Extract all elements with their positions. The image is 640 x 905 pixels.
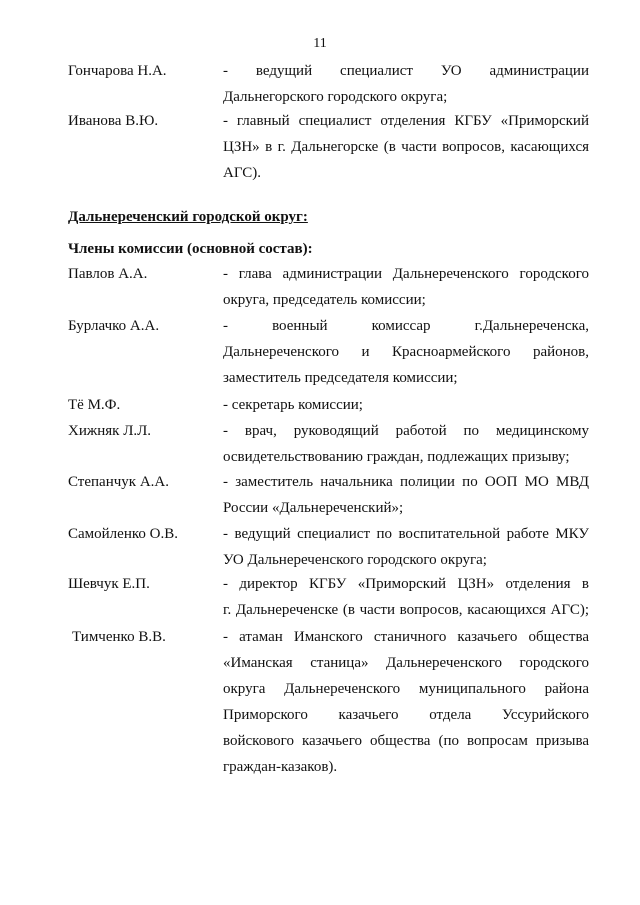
member-name: Шевчук Е.П.	[68, 576, 150, 592]
role-line: - секретарь комиссии;	[223, 397, 363, 413]
member-name: Бурлачко А.А.	[68, 318, 160, 334]
member-name: Степанчук А.А.	[68, 474, 169, 490]
member-name: Тё М.Ф.	[68, 397, 121, 413]
member-role	[223, 521, 589, 573]
district-heading: Дальнереченский городской округ:	[68, 209, 308, 225]
role-line: - врач, руководящий работой по медицинскому	[223, 423, 589, 439]
member-name: Павлов А.А.	[68, 266, 148, 282]
member-role	[223, 108, 589, 186]
member-name: Иванова В.Ю.	[68, 113, 159, 129]
role-line: - заместитель начальника полиции по ООП МО МВД	[223, 474, 589, 490]
member-role	[223, 469, 589, 521]
member-name: Самойленко О.В.	[68, 526, 178, 542]
member-name: Тимченко В.В.	[72, 629, 166, 645]
member-role	[223, 58, 589, 110]
role-line: «Иманская станица» Дальнереченского городского	[223, 655, 589, 671]
role-line: - ведущий специалист по воспитательной работе МКУ	[223, 526, 589, 542]
role-line: - военный комиссар г.Дальнереченска,	[223, 318, 589, 334]
member-name: Гончарова Н.А.	[68, 63, 167, 79]
role-line: заместитель председателя комиссии;	[223, 370, 458, 386]
role-line: Дальнереченского и Красноармейского районов,	[223, 344, 589, 360]
member-name: Хижняк Л.Л.	[68, 423, 152, 439]
member-role	[223, 313, 589, 391]
role-line: АГС).	[223, 165, 262, 181]
role-line: г. Дальнереченске (в части вопросов, касающихся АГС);	[223, 602, 589, 618]
member-role	[223, 261, 589, 313]
role-line: ЦЗН» в г. Дальнегорске (в части вопросов, касающихся	[223, 139, 589, 155]
role-line: России «Дальнереченский»;	[223, 500, 404, 516]
role-line: - глава администрации Дальнереченского городского	[223, 266, 589, 282]
page-number: 11	[313, 36, 327, 51]
role-line: - ведущий специалист УО администрации	[223, 63, 589, 79]
role-line: граждан-казаков).	[223, 759, 338, 775]
role-line: Дальнегорского городского округа;	[223, 89, 448, 105]
member-role	[223, 392, 589, 418]
member-role	[223, 624, 589, 780]
members-heading: Члены комиссии (основной состав):	[68, 241, 313, 257]
role-line: Приморского казачьего отдела Уссурийского	[223, 707, 589, 723]
role-line: - главный специалист отделения КГБУ «Приморский	[223, 113, 589, 129]
role-line: округа, председатель комиссии;	[223, 292, 426, 308]
member-role	[223, 418, 589, 470]
role-line: округа Дальнереченского муниципального района	[223, 681, 589, 697]
role-line: УО Дальнереченского городского округа;	[223, 552, 487, 568]
role-line: - атаман Иманского станичного казачьего общества	[223, 629, 589, 645]
role-line: освидетельствованию граждан, подлежащих призыву;	[223, 449, 570, 465]
role-line: - директор КГБУ «Приморский ЦЗН» отделения в	[223, 576, 589, 592]
member-role	[223, 571, 589, 623]
role-line: войскового казачьего общества (по вопросам призыва	[223, 733, 589, 749]
